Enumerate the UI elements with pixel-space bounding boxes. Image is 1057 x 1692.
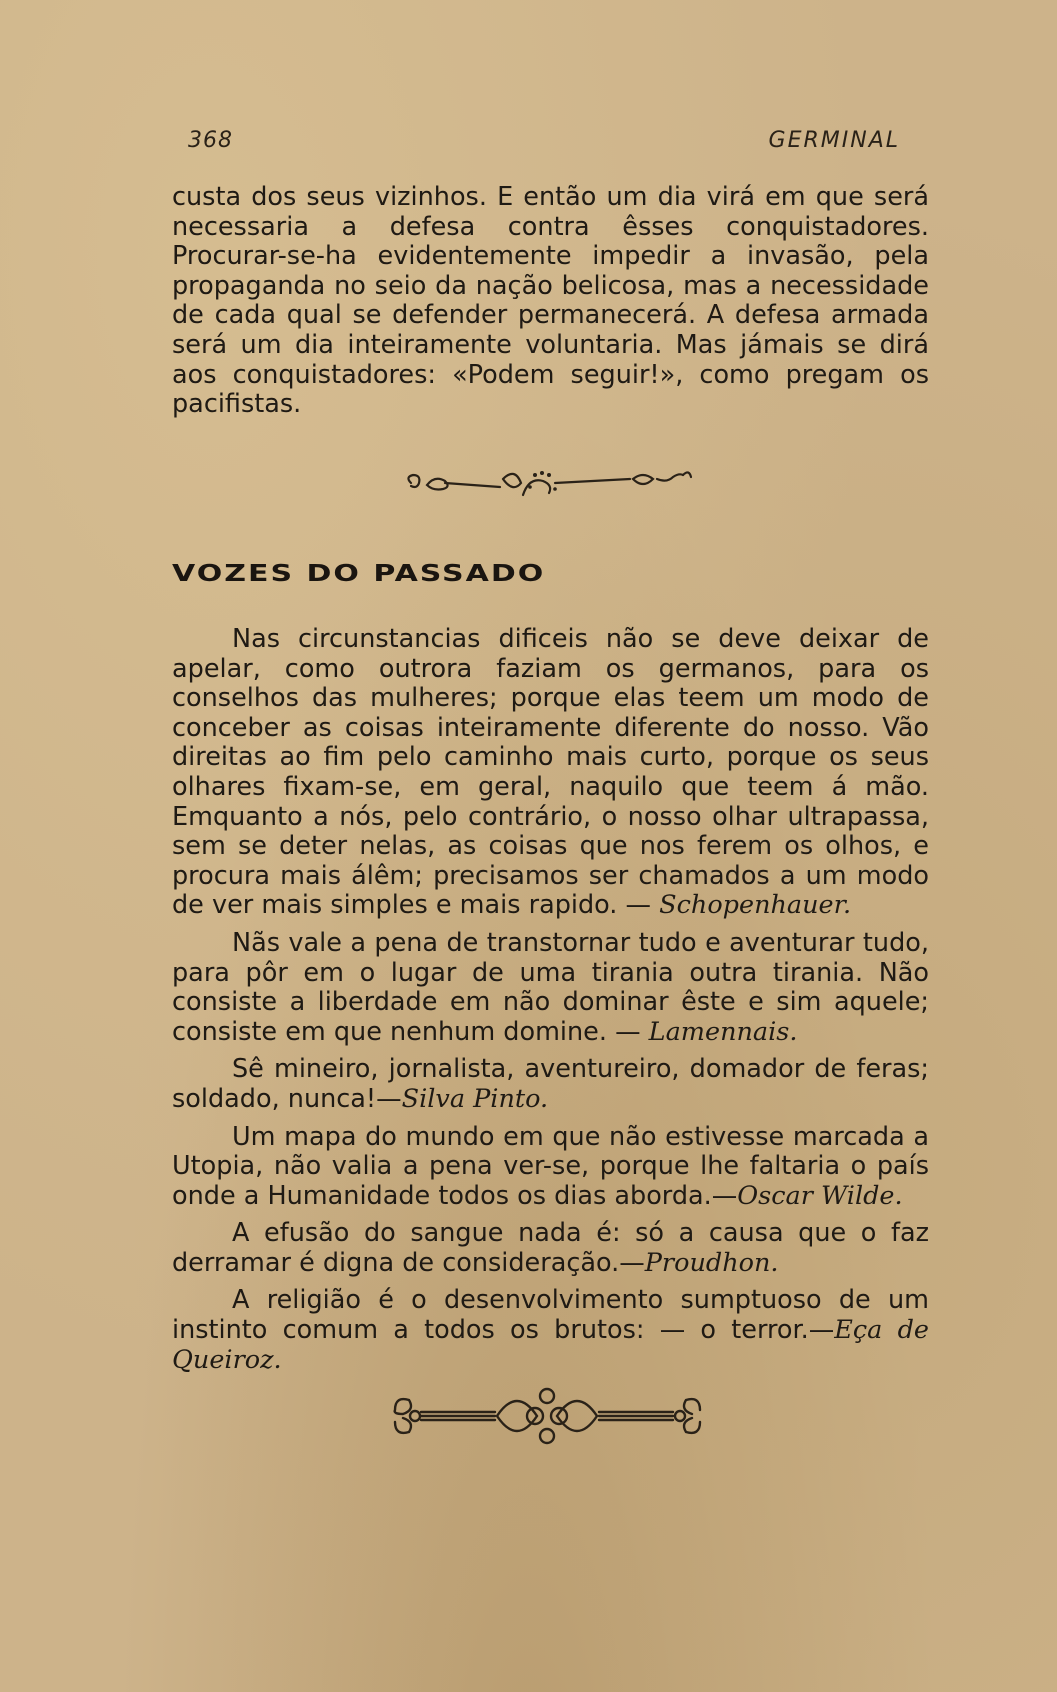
section-title: VOZES DO PASSADO <box>172 560 546 588</box>
quotes-block <box>172 625 929 1383</box>
quote-paragraph: A religião é o desenvolvimento sumptuoso de um instinto comum a todos os brutos: — o terror.—Eça de Queiroz. <box>172 1285 929 1375</box>
quote-paragraph: Nas circunstancias dificeis não se deve deixar de apelar, como outrora faziam os germanos, para os conselhos das mulheres; porque elas teem um modo de conceber as coisas inteiramente diferente do nosso. Vão direitas ao fim pelo caminho mais curto, porque os seus olhares fixam-se, em geral, naquilo que teem á mão. Emquanto a nós, pelo contrário, o nosso olhar ultrapassa, sem se deter nelas, as coisas que nos ferem os olhos, e procura mais álêm; precisamos ser chamados a um modo de ver mais simples e mais rapido. — Schopenhauer. <box>172 624 929 921</box>
quote-author: Schopenhauer. <box>659 890 852 921</box>
quote-paragraph: Nãs vale a pena de transtornar tudo e aventurar tudo, para pôr em o lugar de uma tirania outra tirania. Não consiste a liberdade em não dominar êste e sim aquele; consiste em que nenhum domine. — Lamennais. <box>172 927 929 1047</box>
quote-author: Oscar Wilde. <box>737 1180 903 1211</box>
quote-paragraph: Sê mineiro, jornalista, aventureiro, domador de feras; soldado, nunca!—Silva Pinto. <box>172 1054 929 1114</box>
continuation-text: custa dos seus vizinhos. E então um dia virá em que será necessaria a defesa contra êsses conquistadores. Procurar-se-ha evidentemente impedir a invasão, pela propaganda no seio da nação belicosa, mas a necessidade de cada qual se defender permanecerá. A defesa armada será um dia inteiramente voluntaria. Mas jámais se dirá aos conquistadores: «Podem seguir!», como pregam os pacifistas. <box>172 182 929 420</box>
running-title: GERMINAL <box>768 128 900 153</box>
page-header <box>188 128 908 158</box>
quote-author: Lamennais. <box>648 1016 798 1047</box>
quote-paragraph: A efusão do sangue nada é: só a causa que o faz derramar é digna de consideração.—Proudhon. <box>172 1218 929 1278</box>
quote-paragraph: Um mapa do mundo em que não estivesse marcada a Utopia, não valia a pena ver-se, porque lhe faltaria o país onde a Humanidade todos os dias aborda.—Oscar Wilde. <box>172 1121 929 1211</box>
quote-author: Proudhon. <box>644 1247 779 1278</box>
floral-tailpiece-ornament <box>385 1380 710 1450</box>
section-divider-ornament <box>405 465 695 505</box>
quote-author: Silva Pinto. <box>401 1083 549 1114</box>
continuation-paragraph <box>172 183 929 420</box>
page-number: 368 <box>188 128 233 153</box>
quote-author: Eça de Queiroz. <box>172 1315 929 1375</box>
